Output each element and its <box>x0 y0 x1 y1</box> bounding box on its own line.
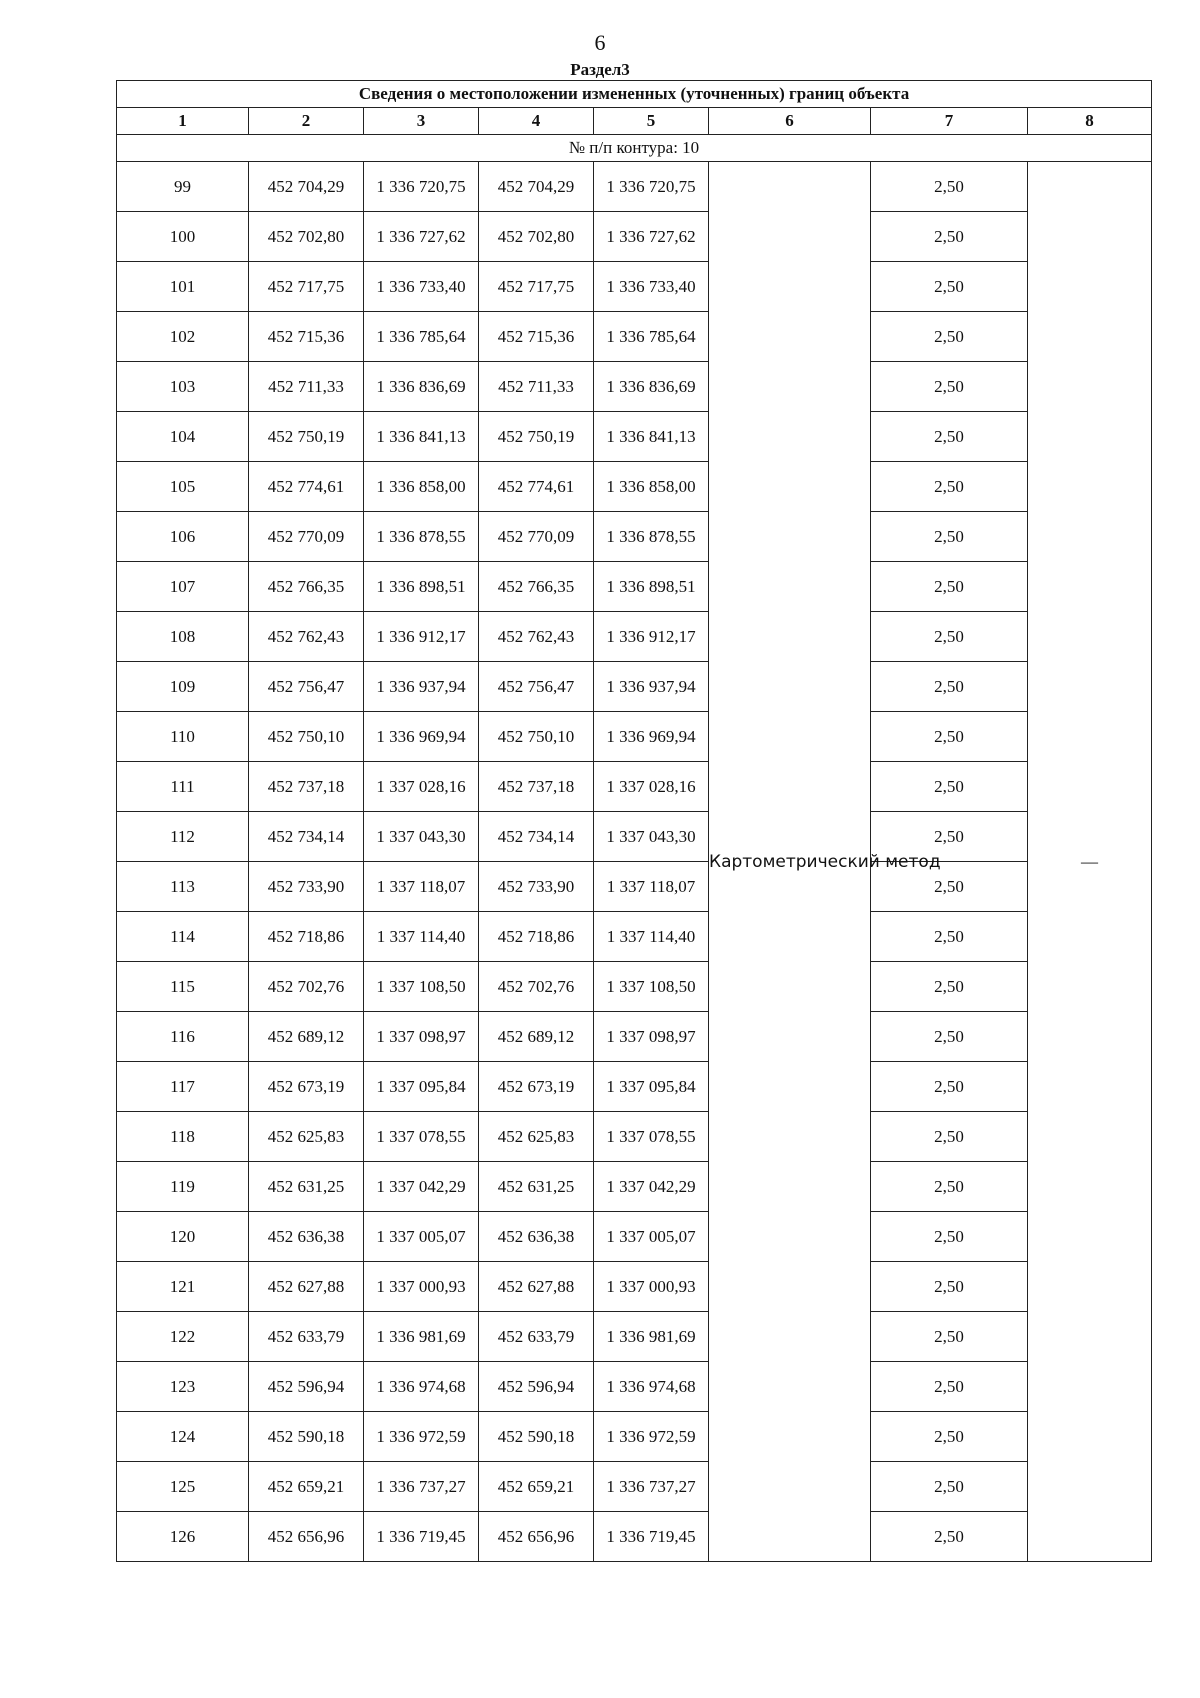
x-new: 452 756,47 <box>479 662 594 712</box>
y-new: 1 337 028,16 <box>594 762 709 812</box>
y-new: 1 337 118,07 <box>594 862 709 912</box>
accuracy: 2,50 <box>871 512 1028 562</box>
y-existing: 1 337 078,55 <box>364 1112 479 1162</box>
point-number: 121 <box>117 1262 249 1312</box>
table-body <box>117 162 1152 1562</box>
table-row <box>117 512 1152 562</box>
x-existing: 452 636,38 <box>249 1212 364 1262</box>
accuracy: 2,50 <box>871 962 1028 1012</box>
x-new: 452 702,76 <box>479 962 594 1012</box>
y-existing: 1 336 720,75 <box>364 162 479 212</box>
y-existing: 1 337 028,16 <box>364 762 479 812</box>
x-existing: 452 717,75 <box>249 262 364 312</box>
x-existing: 452 590,18 <box>249 1412 364 1462</box>
point-number: 118 <box>117 1112 249 1162</box>
x-new: 452 715,36 <box>479 312 594 362</box>
point-number: 105 <box>117 462 249 512</box>
x-existing: 452 774,61 <box>249 462 364 512</box>
x-existing: 452 750,10 <box>249 712 364 762</box>
accuracy: 2,50 <box>871 1312 1028 1362</box>
table-row <box>117 612 1152 662</box>
y-new: 1 336 719,45 <box>594 1512 709 1562</box>
y-new: 1 336 727,62 <box>594 212 709 262</box>
x-existing: 452 625,83 <box>249 1112 364 1162</box>
x-existing: 452 656,96 <box>249 1512 364 1562</box>
y-existing: 1 337 108,50 <box>364 962 479 1012</box>
accuracy: 2,50 <box>871 862 1028 912</box>
point-number: 103 <box>117 362 249 412</box>
point-number: 99 <box>117 162 249 212</box>
point-number: 126 <box>117 1512 249 1562</box>
y-existing: 1 337 042,29 <box>364 1162 479 1212</box>
accuracy: 2,50 <box>871 1062 1028 1112</box>
table-row <box>117 212 1152 262</box>
x-new: 452 633,79 <box>479 1312 594 1362</box>
x-existing: 452 596,94 <box>249 1362 364 1412</box>
x-new: 452 711,33 <box>479 362 594 412</box>
y-existing: 1 336 972,59 <box>364 1412 479 1462</box>
accuracy: 2,50 <box>871 1212 1028 1262</box>
x-new: 452 718,86 <box>479 912 594 962</box>
y-new: 1 337 042,29 <box>594 1162 709 1212</box>
table-row <box>117 462 1152 512</box>
y-existing: 1 337 098,97 <box>364 1012 479 1062</box>
x-new: 452 766,35 <box>479 562 594 612</box>
table-row <box>117 1062 1152 1112</box>
table-row <box>117 1112 1152 1162</box>
x-new: 452 717,75 <box>479 262 594 312</box>
y-new: 1 336 836,69 <box>594 362 709 412</box>
x-new: 452 750,19 <box>479 412 594 462</box>
x-existing: 452 733,90 <box>249 862 364 912</box>
y-existing: 1 337 118,07 <box>364 862 479 912</box>
y-new: 1 336 733,40 <box>594 262 709 312</box>
y-existing: 1 337 095,84 <box>364 1062 479 1112</box>
method-cell: Картометрический метод <box>709 162 871 1562</box>
y-existing: 1 336 981,69 <box>364 1312 479 1362</box>
y-existing: 1 336 785,64 <box>364 312 479 362</box>
y-existing: 1 336 898,51 <box>364 562 479 612</box>
x-existing: 452 704,29 <box>249 162 364 212</box>
x-existing: 452 711,33 <box>249 362 364 412</box>
accuracy: 2,50 <box>871 612 1028 662</box>
table-row <box>117 1512 1152 1562</box>
point-number: 120 <box>117 1212 249 1262</box>
accuracy: 2,50 <box>871 1162 1028 1212</box>
y-existing: 1 336 841,13 <box>364 412 479 462</box>
table-row <box>117 312 1152 362</box>
x-new: 452 737,18 <box>479 762 594 812</box>
x-new: 452 733,90 <box>479 862 594 912</box>
x-new: 452 734,14 <box>479 812 594 862</box>
column-number: 5 <box>594 108 709 135</box>
accuracy: 2,50 <box>871 912 1028 962</box>
x-existing: 452 627,88 <box>249 1262 364 1312</box>
x-existing: 452 756,47 <box>249 662 364 712</box>
point-number: 100 <box>117 212 249 262</box>
table-row <box>117 412 1152 462</box>
point-number: 122 <box>117 1312 249 1362</box>
column-8-cell: — <box>1028 162 1152 1562</box>
y-new: 1 336 974,68 <box>594 1362 709 1412</box>
point-number: 117 <box>117 1062 249 1112</box>
y-new: 1 336 785,64 <box>594 312 709 362</box>
y-new: 1 336 981,69 <box>594 1312 709 1362</box>
accuracy: 2,50 <box>871 1112 1028 1162</box>
table-row <box>117 662 1152 712</box>
y-existing: 1 336 969,94 <box>364 712 479 762</box>
table-row <box>117 1412 1152 1462</box>
table-row <box>117 1162 1152 1212</box>
y-new: 1 336 912,17 <box>594 612 709 662</box>
accuracy: 2,50 <box>871 312 1028 362</box>
x-new: 452 631,25 <box>479 1162 594 1212</box>
y-new: 1 336 720,75 <box>594 162 709 212</box>
y-existing: 1 337 000,93 <box>364 1262 479 1312</box>
accuracy: 2,50 <box>871 162 1028 212</box>
x-existing: 452 673,19 <box>249 1062 364 1112</box>
x-new: 452 596,94 <box>479 1362 594 1412</box>
accuracy: 2,50 <box>871 1512 1028 1562</box>
point-number: 108 <box>117 612 249 662</box>
accuracy: 2,50 <box>871 412 1028 462</box>
y-new: 1 336 737,27 <box>594 1462 709 1512</box>
x-existing: 452 737,18 <box>249 762 364 812</box>
table-row <box>117 1012 1152 1062</box>
page-number: 6 <box>594 30 606 55</box>
accuracy: 2,50 <box>871 462 1028 512</box>
table-row <box>117 1212 1152 1262</box>
x-new: 452 659,21 <box>479 1462 594 1512</box>
column-number: 8 <box>1028 108 1152 135</box>
y-new: 1 337 078,55 <box>594 1112 709 1162</box>
table-row <box>117 862 1152 912</box>
table-row <box>117 362 1152 412</box>
x-new: 452 750,10 <box>479 712 594 762</box>
accuracy: 2,50 <box>871 562 1028 612</box>
y-new: 1 337 095,84 <box>594 1062 709 1112</box>
y-existing: 1 336 719,45 <box>364 1512 479 1562</box>
y-existing: 1 337 043,30 <box>364 812 479 862</box>
table-row <box>117 162 1152 212</box>
x-existing: 452 659,21 <box>249 1462 364 1512</box>
column-number-row <box>117 108 1152 135</box>
x-new: 452 673,19 <box>479 1062 594 1112</box>
column-number: 4 <box>479 108 594 135</box>
y-existing: 1 337 005,07 <box>364 1212 479 1262</box>
x-existing: 452 715,36 <box>249 312 364 362</box>
accuracy: 2,50 <box>871 212 1028 262</box>
x-new: 452 636,38 <box>479 1212 594 1262</box>
accuracy: 2,50 <box>871 812 1028 862</box>
x-existing: 452 689,12 <box>249 1012 364 1062</box>
y-new: 1 337 114,40 <box>594 912 709 962</box>
x-new: 452 774,61 <box>479 462 594 512</box>
x-existing: 452 633,79 <box>249 1312 364 1362</box>
table-row <box>117 262 1152 312</box>
point-number: 123 <box>117 1362 249 1412</box>
point-number: 124 <box>117 1412 249 1462</box>
table-caption: Сведения о местоположении измененных (уточненных) границ объекта <box>117 81 1152 108</box>
x-new: 452 702,80 <box>479 212 594 262</box>
y-existing: 1 337 114,40 <box>364 912 479 962</box>
x-new: 452 689,12 <box>479 1012 594 1062</box>
point-number: 106 <box>117 512 249 562</box>
x-new: 452 627,88 <box>479 1262 594 1312</box>
point-number: 110 <box>117 712 249 762</box>
x-new: 452 704,29 <box>479 162 594 212</box>
y-existing: 1 336 836,69 <box>364 362 479 412</box>
point-number: 114 <box>117 912 249 962</box>
contour-label: № п/п контура: 10 <box>117 135 1152 162</box>
x-existing: 452 718,86 <box>249 912 364 962</box>
accuracy: 2,50 <box>871 1462 1028 1512</box>
y-new: 1 336 841,13 <box>594 412 709 462</box>
table-row <box>117 812 1152 862</box>
accuracy: 2,50 <box>871 1412 1028 1462</box>
x-existing: 452 762,43 <box>249 612 364 662</box>
y-existing: 1 336 727,62 <box>364 212 479 262</box>
x-existing: 452 770,09 <box>249 512 364 562</box>
point-number: 125 <box>117 1462 249 1512</box>
y-existing: 1 336 737,27 <box>364 1462 479 1512</box>
point-number: 116 <box>117 1012 249 1062</box>
y-existing: 1 336 937,94 <box>364 662 479 712</box>
x-existing: 452 750,19 <box>249 412 364 462</box>
y-new: 1 336 878,55 <box>594 512 709 562</box>
y-new: 1 336 898,51 <box>594 562 709 612</box>
y-new: 1 337 000,93 <box>594 1262 709 1312</box>
table-row <box>117 562 1152 612</box>
table-row <box>117 712 1152 762</box>
y-new: 1 337 098,97 <box>594 1012 709 1062</box>
accuracy: 2,50 <box>871 1362 1028 1412</box>
point-number: 102 <box>117 312 249 362</box>
y-new: 1 337 005,07 <box>594 1212 709 1262</box>
y-existing: 1 336 878,55 <box>364 512 479 562</box>
table-row <box>117 762 1152 812</box>
x-existing: 452 766,35 <box>249 562 364 612</box>
x-new: 452 656,96 <box>479 1512 594 1562</box>
point-number: 112 <box>117 812 249 862</box>
y-existing: 1 336 858,00 <box>364 462 479 512</box>
y-existing: 1 336 974,68 <box>364 1362 479 1412</box>
x-new: 452 770,09 <box>479 512 594 562</box>
table-row <box>117 1312 1152 1362</box>
column-number: 1 <box>117 108 249 135</box>
x-new: 452 762,43 <box>479 612 594 662</box>
table-row <box>117 912 1152 962</box>
x-existing: 452 702,80 <box>249 212 364 262</box>
boundary-coordinates-table <box>116 80 1152 1562</box>
y-new: 1 337 108,50 <box>594 962 709 1012</box>
y-new: 1 336 937,94 <box>594 662 709 712</box>
table-row <box>117 1262 1152 1312</box>
x-new: 452 625,83 <box>479 1112 594 1162</box>
y-existing: 1 336 912,17 <box>364 612 479 662</box>
point-number: 104 <box>117 412 249 462</box>
x-existing: 452 734,14 <box>249 812 364 862</box>
accuracy: 2,50 <box>871 262 1028 312</box>
table-row <box>117 1362 1152 1412</box>
x-new: 452 590,18 <box>479 1412 594 1462</box>
y-new: 1 336 972,59 <box>594 1412 709 1462</box>
column-number: 6 <box>709 108 871 135</box>
y-new: 1 336 858,00 <box>594 462 709 512</box>
column-number: 2 <box>249 108 364 135</box>
accuracy: 2,50 <box>871 1012 1028 1062</box>
point-number: 101 <box>117 262 249 312</box>
point-number: 111 <box>117 762 249 812</box>
x-existing: 452 631,25 <box>249 1162 364 1212</box>
accuracy: 2,50 <box>871 762 1028 812</box>
section-title: Раздел3 <box>570 60 630 79</box>
point-number: 107 <box>117 562 249 612</box>
table-row <box>117 962 1152 1012</box>
point-number: 113 <box>117 862 249 912</box>
accuracy: 2,50 <box>871 712 1028 762</box>
column-number: 7 <box>871 108 1028 135</box>
y-new: 1 337 043,30 <box>594 812 709 862</box>
column-number: 3 <box>364 108 479 135</box>
accuracy: 2,50 <box>871 662 1028 712</box>
y-existing: 1 336 733,40 <box>364 262 479 312</box>
accuracy: 2,50 <box>871 1262 1028 1312</box>
table-row <box>117 1462 1152 1512</box>
x-existing: 452 702,76 <box>249 962 364 1012</box>
accuracy: 2,50 <box>871 362 1028 412</box>
y-new: 1 336 969,94 <box>594 712 709 762</box>
point-number: 119 <box>117 1162 249 1212</box>
point-number: 109 <box>117 662 249 712</box>
point-number: 115 <box>117 962 249 1012</box>
